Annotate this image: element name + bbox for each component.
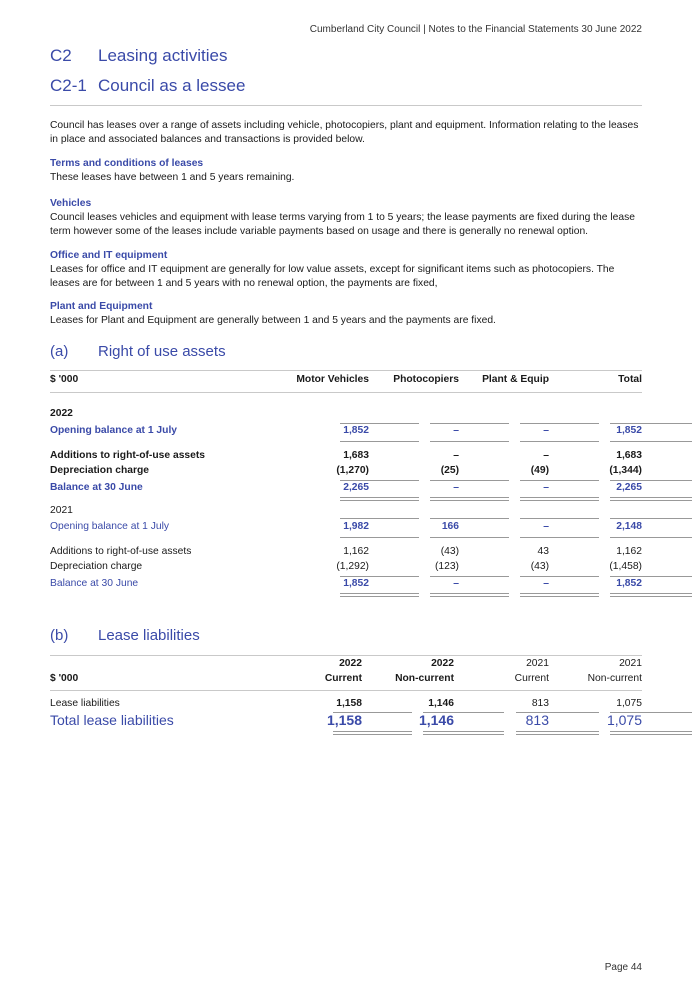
cell-rule [610,518,692,519]
cell: 2,265 [343,482,369,493]
cell: (1,458) [609,561,642,572]
row-label: Balance at 30 June [50,578,139,589]
cell: – [543,450,549,461]
cell: 1,075 [606,712,642,728]
cell: 1,852 [343,425,369,436]
col-year: 2021 [619,658,642,669]
plant-block [50,300,642,328]
table-row [50,578,642,593]
rou-col-header: Motor Vehicles [296,374,369,385]
cell-rule [520,423,599,424]
intro-paragraph: Council has leases over a range of assets including vehicle, photocopiers, plant and equipment. Information relating to the leases in place and associated balances and transactions is provided below. [50,120,639,145]
cell: 1,852 [343,578,369,589]
cell: (43) [530,561,549,572]
rou-col-header: Plant & Equip [482,374,549,385]
cell: – [453,578,459,589]
row-label: Additions to right-of-use assets [50,450,206,461]
cell-rule [610,576,692,577]
col-year: 2021 [526,658,549,669]
col-type: Non-current [395,673,454,684]
cell-rule [520,576,599,577]
section-heading [50,46,227,66]
cell: (1,270) [336,465,369,476]
rou-top-rule [50,370,642,371]
rou-heading [50,343,226,360]
table-row [50,450,642,465]
liabilities-title: Lease liabilities [98,627,200,644]
cell-rule [430,480,509,481]
cell: 1,162 [343,546,369,557]
terms-block [50,157,642,185]
liabilities-top-rule [50,655,642,656]
cell: 1,162 [616,546,642,557]
cell: 1,852 [616,425,642,436]
total-rule [430,497,509,501]
rou-letter: (a) [50,343,69,360]
cell-rule [610,423,692,424]
cell: (43) [440,546,459,557]
cell: 1,158 [336,698,362,709]
vehicles-text: Council leases vehicles and equipment with lease terms varying from 1 to 5 years; the lease payments are fixed during the lease term however some of the leases include variable payments based on usage and there is generally no renewal option. [50,212,635,237]
rou-header-row [50,374,642,389]
vehicles-heading: Vehicles [50,198,92,209]
cell: (1,344) [609,465,642,476]
rou-unit-header: $ '000 [50,374,79,385]
total-rule [610,731,692,735]
office-block [50,249,642,291]
rou-col-header: Total [618,374,642,385]
table-row [50,698,642,713]
cell: 813 [531,698,549,709]
total-rule [520,593,599,597]
row-label: Total lease liabilities [50,712,174,728]
table-row-total [50,712,642,730]
total-rule [520,497,599,501]
page-header: Cumberland City Council | Notes to the Financial Statements 30 June 2022 [309,24,642,35]
total-rule [340,497,419,501]
rou-header-rule [50,392,642,393]
cell-rule [340,576,419,577]
cell-rule [430,518,509,519]
cell: 1,683 [343,450,369,461]
cell: 1,158 [326,712,362,728]
cell: (25) [440,465,459,476]
liabilities-unit-header: $ '000 [50,673,79,684]
cell: 1,146 [428,698,454,709]
table-row [50,561,642,576]
table-row [50,425,642,440]
total-rule [610,497,692,501]
liabilities-letter: (b) [50,627,69,644]
cell: (1,292) [336,561,369,572]
col-type: Non-current [587,673,642,684]
cell: – [543,425,549,436]
total-rule [610,593,692,597]
total-rule [333,731,412,735]
cell: 1,683 [616,450,642,461]
cell: 2,148 [616,521,642,532]
row-label: Depreciation charge [50,465,149,476]
cell-rule [340,537,419,538]
cell: 2,265 [616,482,642,493]
cell: 43 [537,546,549,557]
col-year: 2022 [431,658,454,669]
cell-rule [340,518,419,519]
cell-rule [430,423,509,424]
page-number: Page 44 [604,962,642,973]
plant-text: Leases for Plant and Equipment are generally between 1 and 5 years and the payments are fixed. [50,315,496,326]
year-label: 2021 [50,505,73,516]
section-number: C2 [50,46,72,65]
rou-year-2022 [50,408,642,423]
row-label: Lease liabilities [50,698,120,709]
divider [50,105,642,106]
cell: – [453,482,459,493]
cell-rule [430,441,509,442]
cell-rule [430,537,509,538]
cell-rule [340,441,419,442]
document-page [50,0,642,989]
terms-heading: Terms and conditions of leases [50,158,204,169]
office-heading: Office and IT equipment [50,250,168,261]
total-rule [430,593,509,597]
liabilities-header-rule [50,690,642,691]
cell: – [543,578,549,589]
table-row [50,546,642,561]
cell: 1,982 [343,521,369,532]
office-text: Leases for office and IT equipment are generally for low value assets, except for significant items such as photocopiers. The leases are for between 1 and 5 years with no renewal option, the payments are fixed, [50,264,615,289]
cell-rule [340,423,419,424]
terms-text: These leases have between 1 and 5 years remaining. [50,172,295,183]
total-rule [340,593,419,597]
cell-rule [520,518,599,519]
row-label: Opening balance at 1 July [50,425,178,436]
cell: – [543,521,549,532]
cell: 1,146 [418,712,454,728]
cell: 166 [441,521,459,532]
liabilities-year-row [50,658,642,673]
section-title: Leasing activities [98,46,228,65]
col-type: Current [514,673,549,684]
total-rule [423,731,504,735]
cell-rule [610,441,692,442]
vehicles-block [50,197,642,239]
liabilities-header-row [50,673,642,688]
cell-rule [610,480,692,481]
subsection-heading [50,76,245,96]
row-label: Depreciation charge [50,561,143,572]
cell: – [543,482,549,493]
table-row [50,482,642,497]
cell: (123) [434,561,459,572]
row-label: Additions to right-of-use assets [50,546,192,557]
cell: – [453,450,459,461]
liabilities-heading [50,627,200,644]
cell-rule [520,537,599,538]
cell: (49) [530,465,549,476]
rou-col-header: Photocopiers [393,374,459,385]
cell: 1,075 [616,698,642,709]
table-row [50,465,642,480]
total-rule [516,731,599,735]
cell: – [453,425,459,436]
cell-rule [520,441,599,442]
cell-rule [520,480,599,481]
table-row [50,521,642,536]
cell-rule [340,480,419,481]
plant-heading: Plant and Equipment [50,301,153,312]
cell: 813 [525,712,549,728]
subsection-number: C2-1 [50,76,87,95]
year-label: 2022 [50,408,73,419]
row-label: Opening balance at 1 July [50,521,170,532]
col-year: 2022 [339,658,362,669]
cell-rule [610,537,692,538]
cell-rule [430,576,509,577]
col-type: Current [324,673,362,684]
row-label: Balance at 30 June [50,482,143,493]
rou-title: Right of use assets [98,343,226,360]
cell: 1,852 [616,578,642,589]
subsection-title: Council as a lessee [98,76,246,95]
